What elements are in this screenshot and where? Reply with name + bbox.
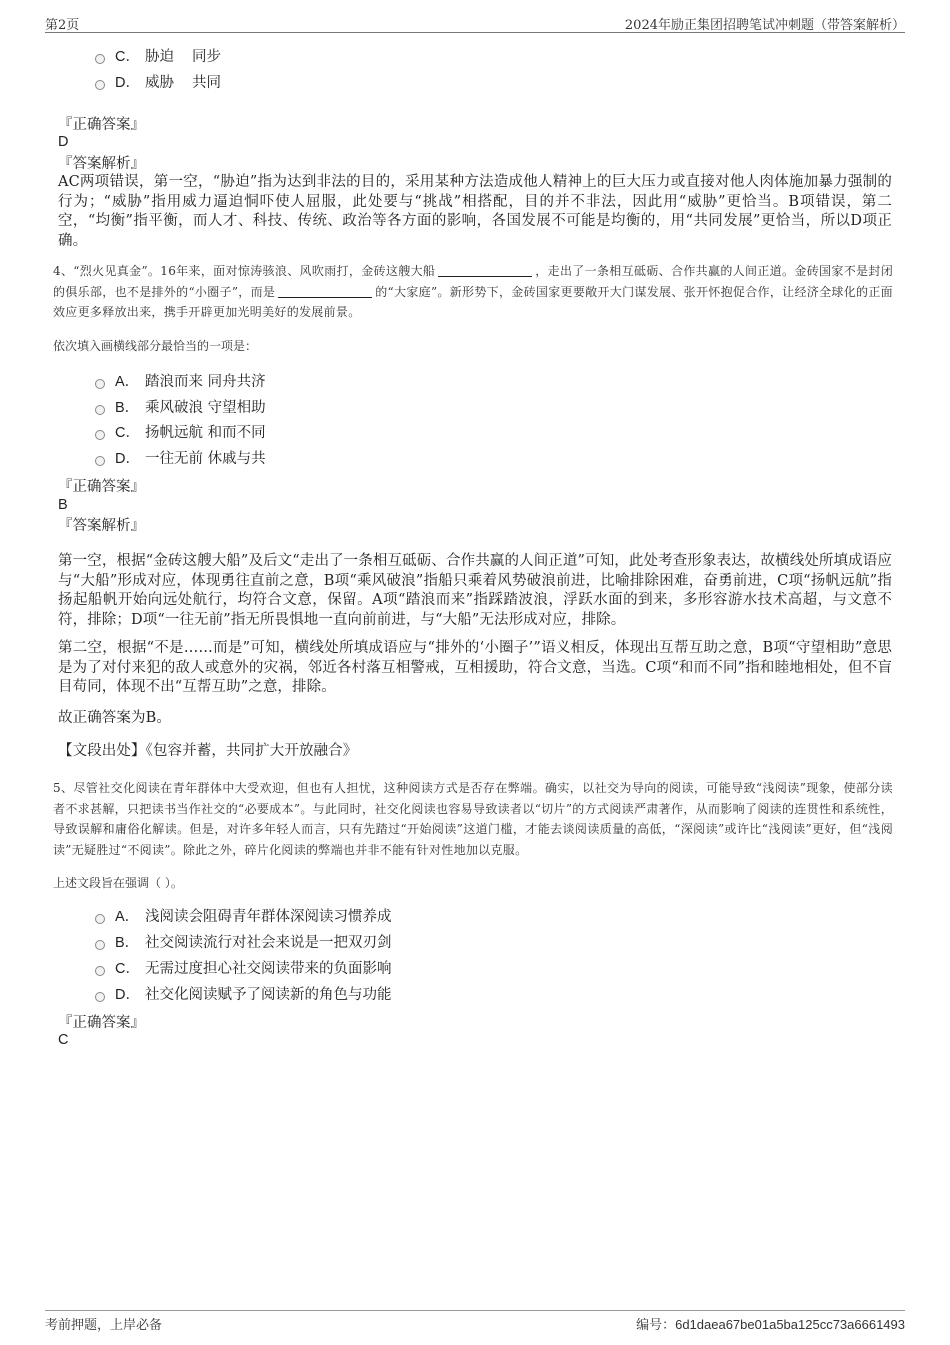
footer-slogan: 考前押题，上岸必备 bbox=[45, 1318, 163, 1333]
radio-icon[interactable] bbox=[95, 966, 105, 976]
q4-option-d[interactable]: D． 一往无前 休戚与共 bbox=[95, 450, 266, 468]
radio-icon[interactable] bbox=[95, 456, 105, 466]
radio-icon[interactable] bbox=[95, 430, 105, 440]
q5-option-c[interactable]: C． 无需过度担心社交阅读带来的负面影响 bbox=[95, 960, 392, 978]
radio-icon[interactable] bbox=[95, 914, 105, 924]
q3-answer-label: 『正确答案』 bbox=[58, 117, 145, 133]
q4-analysis-first-blank: 第一空，根据“金砖这艘大船”及后文“走出了一条相互砥砺、合作共赢的人间正道”可知，此处考查形象表达，故横线处所填成语应与“大船”形成对应，体现勇往直前之意，B项“乘风破浪”指船只乘着风势破浪前进，比喻排除困难，奋勇前进，C项“扬帆远航”指扬起船帆开始向远处航行，均符合文意，保留。A项“踏浪而来”指踩踏波浪，浮跃水面的到来，多形容游水技术高超，与文意不符，排除；D项“一往无前”指无所畏惧地一直向前前进，与“大船”无法形成对应，排除。 bbox=[58, 553, 892, 628]
q4-answer-label: 『正确答案』 bbox=[58, 479, 145, 495]
q5-stem: 5、尽管社交化阅读在青年群体中大受欢迎，但也有人担忧，这种阅读方式是否存在弊端。确实，以社交为导向的阅读，可能导致“浅阅读”现象，使部分读者不求甚解，只把读书当作社交的“必要成本”。与此同时，社交化阅读也容易导致读者以“切片”的方式阅读严肃著作，从而影响了阅读的连贯性和系统性，导致误解和庸俗化解读。但是，对许多年轻人而言，只有先踏过“开始阅读”这道门槛，才能去谈阅读质量的高低，“深阅读”或许比“浅阅读”更好，但“浅阅读”无疑胜过“不阅读”。除此之外，碎片化阅读的弊端也并非不能有针对性地加以克服。 bbox=[53, 781, 893, 857]
radio-icon[interactable] bbox=[95, 379, 105, 389]
q4-answer: B bbox=[58, 497, 68, 513]
q3-analysis: AC两项错误，第一空，“胁迫”指为达到非法的目的，采用某种方法造成他人精神上的巨大压力或直接对他人肉体施加暴力强制的行为；“威胁”指用威力逼迫恫吓使人屈服，此处要与“挑战”相搭配，目的并不非法，因此用“威胁”更恰当。B项错误，第二空，“均衡”指平衡，而人才、科技、传统、政治等各方面的影响，各国发展不可能是均衡的，用“共同发展”更恰当，所以D项正确。 bbox=[58, 174, 892, 249]
q4-analysis-second-blank: 第二空，根据“不是……而是”可知，横线处所填成语应与“排外的‘小圈子’”语义相反，体现出互帮互助之意，B项“守望相助”意思是为了对付来犯的敌人或意外的灾祸，邻近各村落互相警戒，互相援助，符合文意，当选。C项“和而不同”指和睦地相处，但不盲目苟同，体现不出“互帮互助”之意，排除。 bbox=[58, 640, 892, 695]
q4-option-c[interactable]: C． 扬帆远航 和而不同 bbox=[95, 424, 266, 442]
q3-option-c[interactable]: C． 胁迫 同步 bbox=[95, 48, 221, 66]
document-code: 编号：6d1daea67be01a5ba125cc73a6661493 bbox=[636, 1317, 905, 1333]
page-footer bbox=[45, 1310, 905, 1333]
q4-option-b[interactable]: B． 乘风破浪 守望相助 bbox=[95, 399, 266, 417]
q4-prompt: 依次填入画横线部分最恰当的一项是： bbox=[53, 339, 258, 353]
radio-icon[interactable] bbox=[95, 992, 105, 1002]
radio-icon[interactable] bbox=[95, 405, 105, 415]
q5-answer: C bbox=[58, 1032, 69, 1048]
radio-icon[interactable] bbox=[95, 54, 105, 64]
q5-prompt: 上述文段旨在强调（ ）。 bbox=[53, 876, 183, 890]
q5-option-d[interactable]: D． 社交化阅读赋予了阅读新的角色与功能 bbox=[95, 986, 392, 1004]
source-label: 【文段出处】 bbox=[58, 743, 146, 759]
q5-option-a[interactable]: A． 浅阅读会阻碍青年群体深阅读习惯养成 bbox=[95, 908, 392, 926]
q4-analysis-label: 『答案解析』 bbox=[58, 518, 145, 534]
page-number: 第2页 bbox=[45, 18, 80, 33]
q5-option-b[interactable]: B． 社交阅读流行对社会来说是一把双刃剑 bbox=[95, 934, 392, 952]
q4-conclusion: 故正确答案为B。 bbox=[58, 710, 171, 726]
page-header bbox=[45, 14, 905, 33]
document-title: 2024年励正集团招聘笔试冲刺题（带答案解析） bbox=[624, 18, 905, 33]
q5-answer-label: 『正确答案』 bbox=[58, 1015, 145, 1031]
q4-option-a[interactable]: A． 踏浪而来 同舟共济 bbox=[95, 373, 266, 391]
q3-analysis-label: 『答案解析』 bbox=[58, 156, 145, 172]
q4-stem: 4、“烈火见真金”。16年来，面对惊涛骇浪、风吹雨打，金砖这艘大船 ，走出了一条相互砥砺、合作共赢的人间正道。金砖国家不是封闭的俱乐部，也不是排外的“小圈子”，而是 的“大家庭”。新形势下，金砖国家更要敞开大门谋发展、张开怀抱促合作，让经济全球化的正面效应更多释放出来，携手开辟更加光明美好的发展前景。 bbox=[53, 264, 894, 319]
radio-icon[interactable] bbox=[95, 80, 105, 90]
q4-source bbox=[58, 742, 892, 762]
fill-blank-1 bbox=[438, 264, 532, 277]
radio-icon[interactable] bbox=[95, 940, 105, 950]
fill-blank-2 bbox=[278, 285, 372, 298]
q3-answer: D bbox=[58, 134, 69, 150]
q3-option-d[interactable]: D． 威胁 共同 bbox=[95, 74, 221, 92]
source-title: 《包容并蓄，共同扩大开放融合》 bbox=[145, 743, 358, 759]
